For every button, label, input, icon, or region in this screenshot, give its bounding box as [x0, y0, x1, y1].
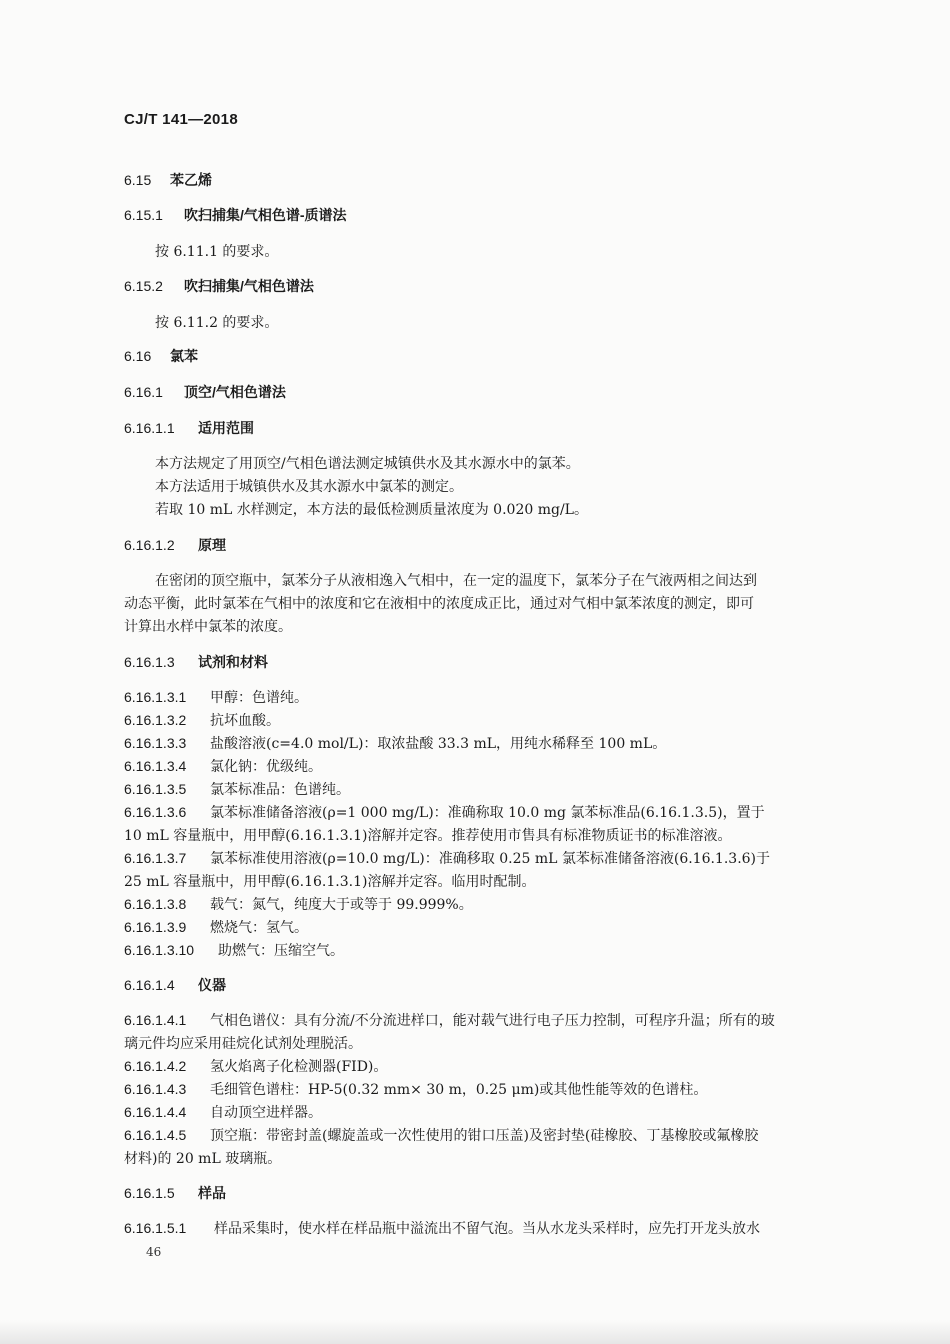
- list-item: 6.16.1.3.2 抗坏血酸。: [124, 712, 280, 729]
- list-item: 6.16.1.4.1 气相色谱仪：具有分流/不分流进样口，能对载气进行电子压力控制，可程序升温；所有的玻: [124, 1012, 775, 1029]
- heading-6-15-1: 6.15.1 吹扫捕集/气相色谱-质谱法: [124, 207, 347, 223]
- heading-6-15: 6.15 苯乙烯: [124, 172, 212, 188]
- list-item: 6.16.1.3.1 甲醇：色谱纯。: [124, 689, 308, 706]
- paragraph: 按 6.11.1 的要求。: [155, 244, 279, 260]
- heading-6-16-1-2: 6.16.1.2 原理: [124, 537, 226, 553]
- paragraph: 在密闭的顶空瓶中，氯苯分子从液相逸入气相中，在一定的温度下，氯苯分子在气液两相之间达到: [155, 573, 757, 589]
- list-item: 6.16.1.3.8 载气：氮气，纯度大于或等于 99.999%。: [124, 896, 473, 913]
- list-item: 6.16.1.3.4 氯化钠：优级纯。: [124, 758, 322, 775]
- list-item: 6.16.1.3.6 氯苯标准储备溶液(ρ=1 000 mg/L)：准确称取 10.0 mg 氯苯标准品(6.16.1.3.5)，置于: [124, 804, 765, 821]
- list-item: 6.16.1.5.1 样品采集时，使水样在样品瓶中溢流出不留气泡。当从水龙头采样时，应先打开龙头放水: [124, 1220, 760, 1237]
- list-item: 6.16.1.4.5 顶空瓶：带密封盖(螺旋盖或一次性使用的钳口压盖)及密封垫(硅橡胶、丁基橡胶或氟橡胶: [124, 1127, 759, 1144]
- list-item: 6.16.1.3.3 盐酸溶液(c=4.0 mol/L)：取浓盐酸 33.3 mL，用纯水稀释至 100 mL。: [124, 735, 667, 752]
- standard-code-header: CJ/T 141—2018: [124, 111, 238, 128]
- heading-6-16-1-3: 6.16.1.3 试剂和材料: [124, 654, 268, 670]
- paragraph-continuation: 动态平衡，此时氯苯在气相中的浓度和它在液相中的浓度成正比，通过对气相中氯苯浓度的测定，即可: [124, 596, 754, 612]
- paragraph: 若取 10 mL 水样测定，本方法的最低检测质量浓度为 0.020 mg/L。: [155, 502, 588, 518]
- heading-6-16-1-1: 6.16.1.1 适用范围: [124, 420, 254, 436]
- paragraph: 按 6.11.2 的要求。: [155, 315, 279, 331]
- list-item: 6.16.1.3.7 氯苯标准使用溶液(ρ=10.0 mg/L)：准确移取 0.25 mL 氯苯标准储备溶液(6.16.1.3.6)于: [124, 850, 771, 867]
- page-number: 46: [146, 1245, 162, 1259]
- list-item: 6.16.1.4.2 氢火焰离子化检测器(FID)。: [124, 1058, 388, 1075]
- list-item-continuation: 璃元件均应采用硅烷化试剂处理脱活。: [124, 1036, 362, 1052]
- list-item: 6.16.1.3.9 燃烧气：氢气。: [124, 919, 308, 936]
- list-item-continuation: 25 mL 容量瓶中，用甲醇(6.16.1.3.1)溶解并定容。临用时配制。: [124, 874, 536, 890]
- scan-shadow: [0, 1320, 950, 1344]
- list-item: 6.16.1.3.10 助燃气：压缩空气。: [124, 942, 344, 959]
- list-item: 6.16.1.3.5 氯苯标准品：色谱纯。: [124, 781, 350, 798]
- paragraph: 本方法规定了用顶空/气相色谱法测定城镇供水及其水源水中的氯苯。: [155, 456, 580, 472]
- paragraph-continuation: 计算出水样中氯苯的浓度。: [124, 619, 292, 635]
- list-item-continuation: 10 mL 容量瓶中，用甲醇(6.16.1.3.1)溶解并定容。推荐使用市售具有标准物质证书的标准溶液。: [124, 828, 732, 844]
- heading-6-16: 6.16 氯苯: [124, 348, 198, 364]
- heading-6-16-1: 6.16.1 顶空/气相色谱法: [124, 384, 286, 400]
- heading-6-16-1-4: 6.16.1.4 仪器: [124, 977, 226, 993]
- list-item-continuation: 材料)的 20 mL 玻璃瓶。: [124, 1151, 282, 1167]
- heading-6-15-2: 6.15.2 吹扫捕集/气相色谱法: [124, 278, 314, 294]
- heading-6-16-1-5: 6.16.1.5 样品: [124, 1185, 226, 1201]
- paragraph: 本方法适用于城镇供水及其水源水中氯苯的测定。: [155, 479, 463, 495]
- list-item: 6.16.1.4.3 毛细管色谱柱：HP-5(0.32 mm× 30 m，0.25 μm)或其他性能等效的色谱柱。: [124, 1081, 708, 1098]
- list-item: 6.16.1.4.4 自动顶空进样器。: [124, 1104, 322, 1121]
